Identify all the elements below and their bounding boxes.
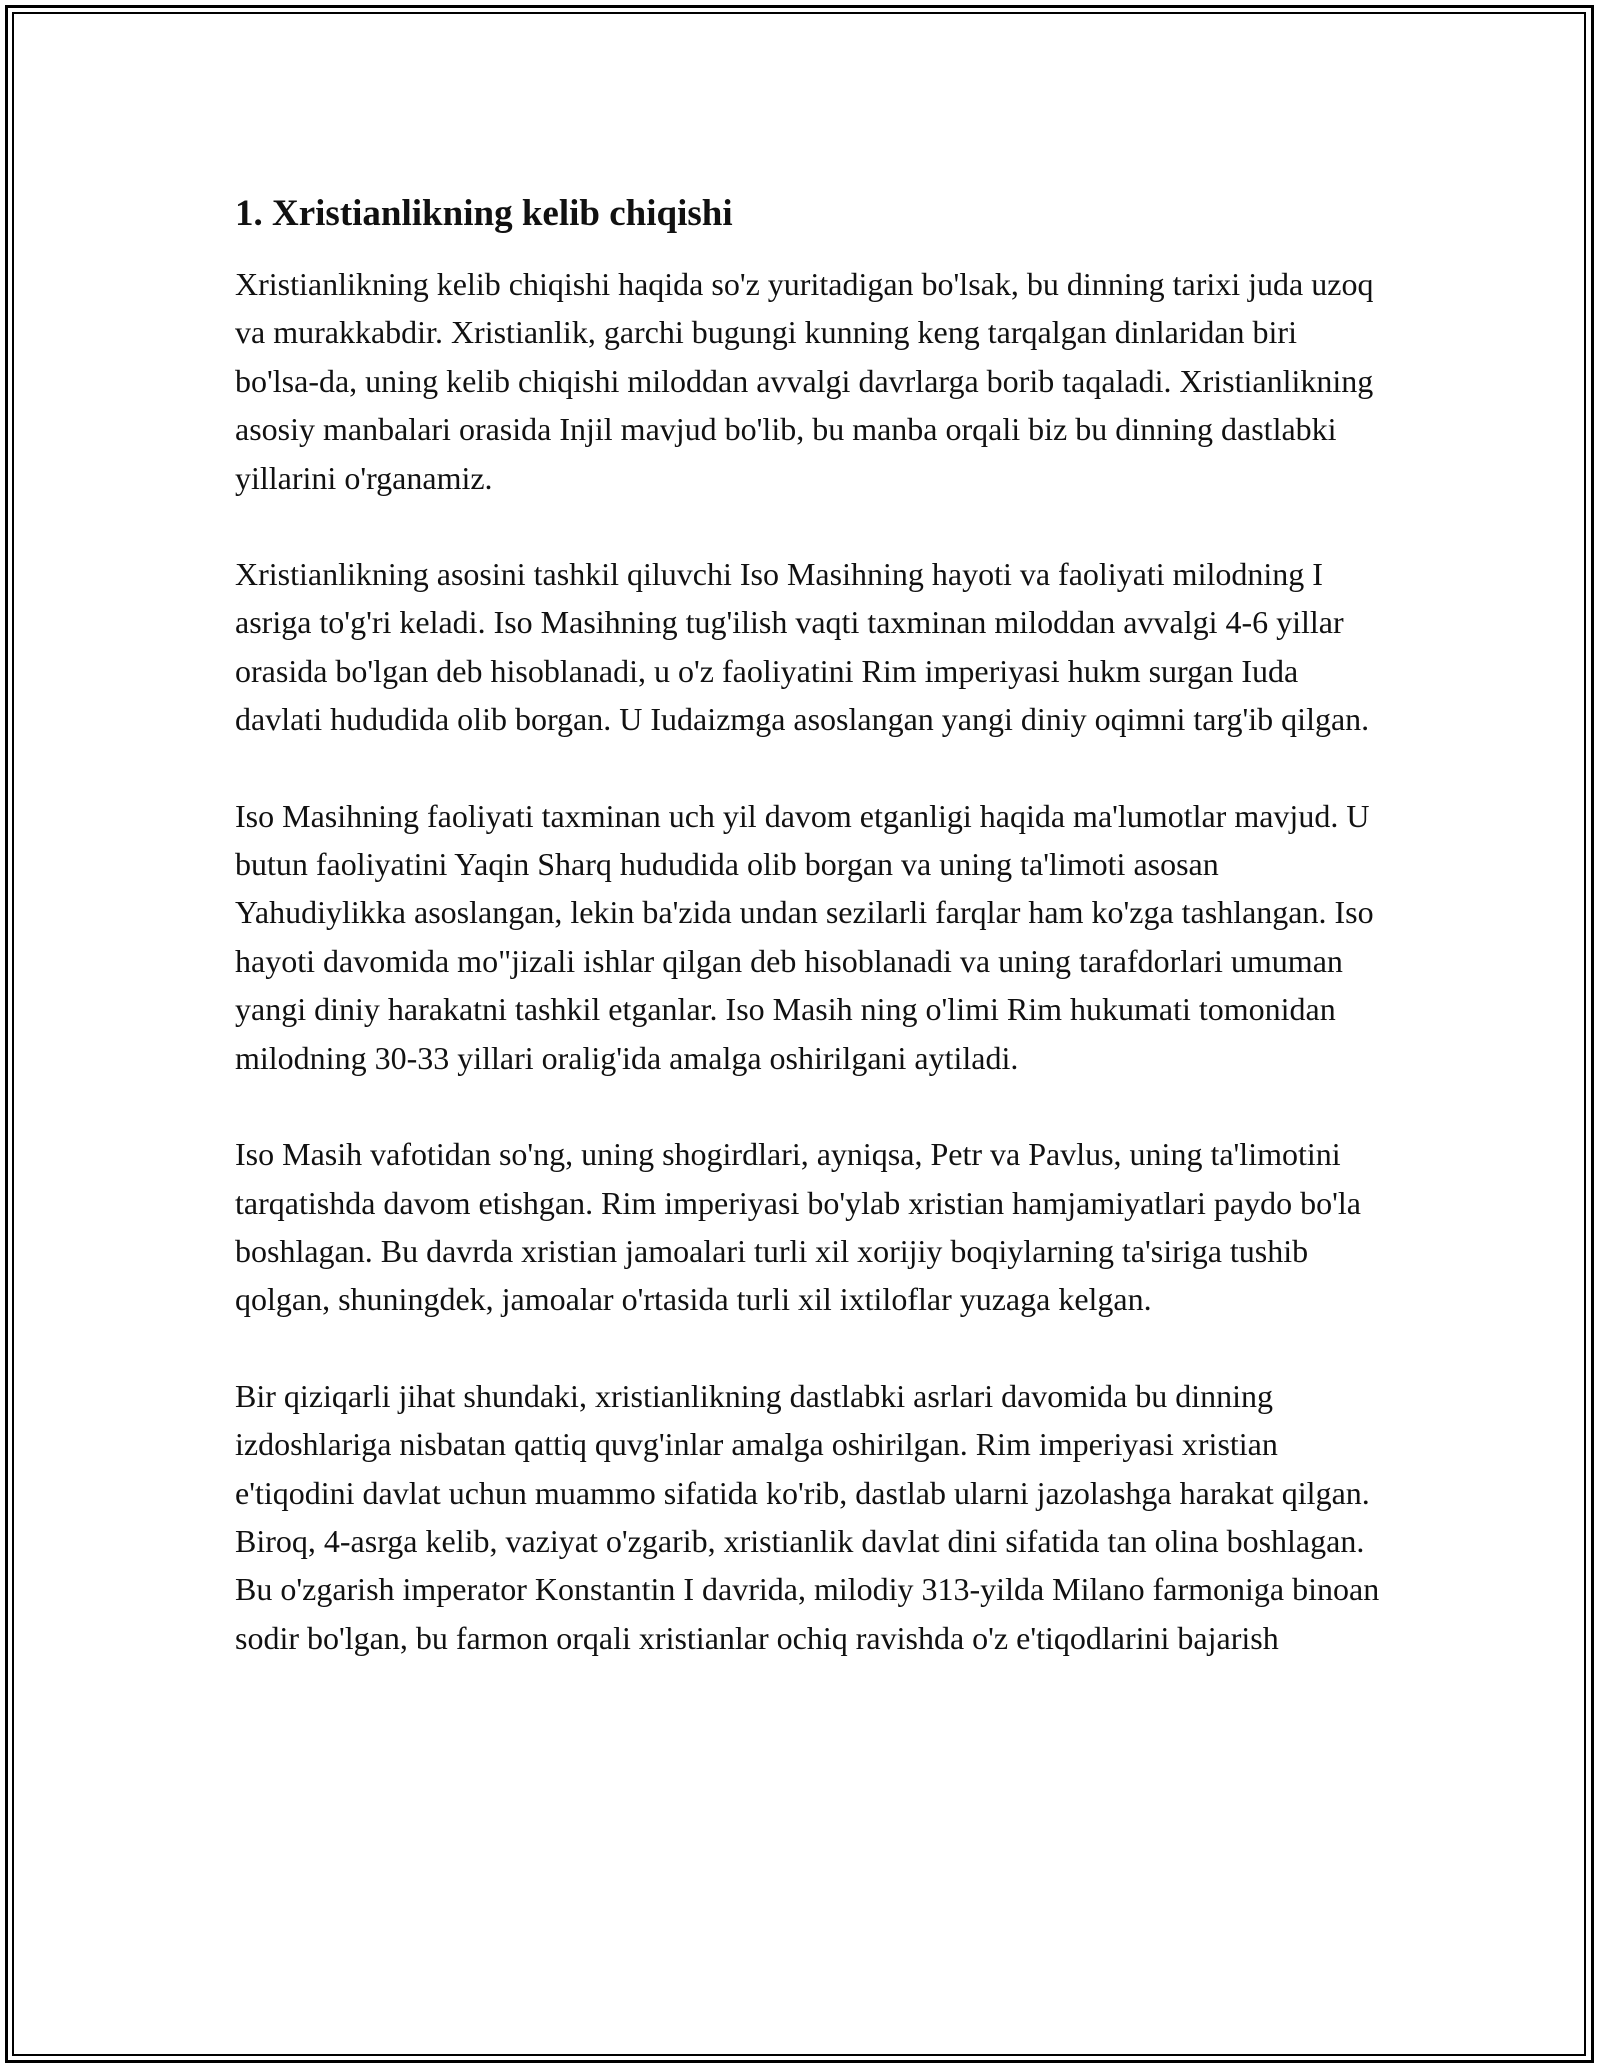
paragraph-3: Iso Masihning faoliyati taxminan uch yil davom etganligi haqida ma'lumotlar mavjud. U butun faoliyatini Yaqin Sharq hududida olib borgan va uning ta'limoti asosan Yahudiylikka asoslangan, lekin ba'zida undan sezilarli farqlar ham ko'zga tashlangan. Iso hayoti davomida mo"jizali ishlar qilgan deb hisoblanadi va uning tarafdorlari umuman yangi diniy harakatni tashkil etganlar. Iso Masih ning o'limi Rim hukumati tomonidan milodning 30-33 yillari oralig'ida amalga oshirilgani aytiladi. <box>235 797 1374 1076</box>
paragraph-2: Xristianlikning asosini tashkil qiluvchi Iso Masihning hayoti va faoliyati milodning I asriga to'g'ri keladi. Iso Masihning tug'ilish vaqti taxminan miloddan avvalgi 4-6 yillar orasida bo'lgan deb hisoblanadi, u o'z faoliyatini Rim imperiyasi hukm surgan Iuda davlati hududida olib borgan. U Iudaizmga asoslangan yangi diniy oqimni targ'ib qilgan. <box>235 556 1370 738</box>
section-heading: 1. Xristianlikning kelib chiqishi <box>235 193 733 234</box>
paragraph-4: Iso Masih vafotidan so'ng, uning shogirdlari, ayniqsa, Petr va Pavlus, uning ta'limotini tarqatishda davom etishgan. Rim imperiyasi bo'ylab xristian hamjamiyatlari paydo bo'la boshlagan. Bu davrda xristian jamoalari turli xil xorijiy boqiylarning ta'siriga tushib qolgan, shuningdek, jamoalar o'rtasida turli xil ixtiloflar yuzaga kelgan. <box>235 1136 1361 1318</box>
document-body <box>235 188 1385 1710</box>
paragraph-1: Xristianlikning kelib chiqishi haqida so'z yuritadigan bo'lsak, bu dinning tarixi juda uzoq va murakkabdir. Xristianlik, garchi bugungi kunning keng tarqalgan dinlaridan biri bo'lsa-da, uning kelib chiqishi miloddan avvalgi davrlarga borib taqaladi. Xristianlikning asosiy manbalari orasida Injil mavjud bo'lib, bu manba orqali biz bu dinning dastlabki yillarini o'rganamiz. <box>235 266 1374 496</box>
paragraph-5: Bir qiziqarli jihat shundaki, xristianlikning dastlabki asrlari davomida bu dinning izdoshlariga nisbatan qattiq quvg'inlar amalga oshirilgan. Rim imperiyasi xristian e'tiqodini davlat uchun muammo sifatida ko'rib, dastlab ularni jazolashga harakat qilgan. Biroq, 4-asrga kelib, vaziyat o'zgarib, xristianlik davlat dini sifatida tan olina boshlagan. Bu o'zgarish imperator Konstantin I davrida, milodiy 313-yilda Milano farmoniga binoan sodir bo'lgan, bu farmon orqali xristianlar ochiq ravishda o'z e'tiqodlarini bajarish <box>235 1377 1380 1656</box>
